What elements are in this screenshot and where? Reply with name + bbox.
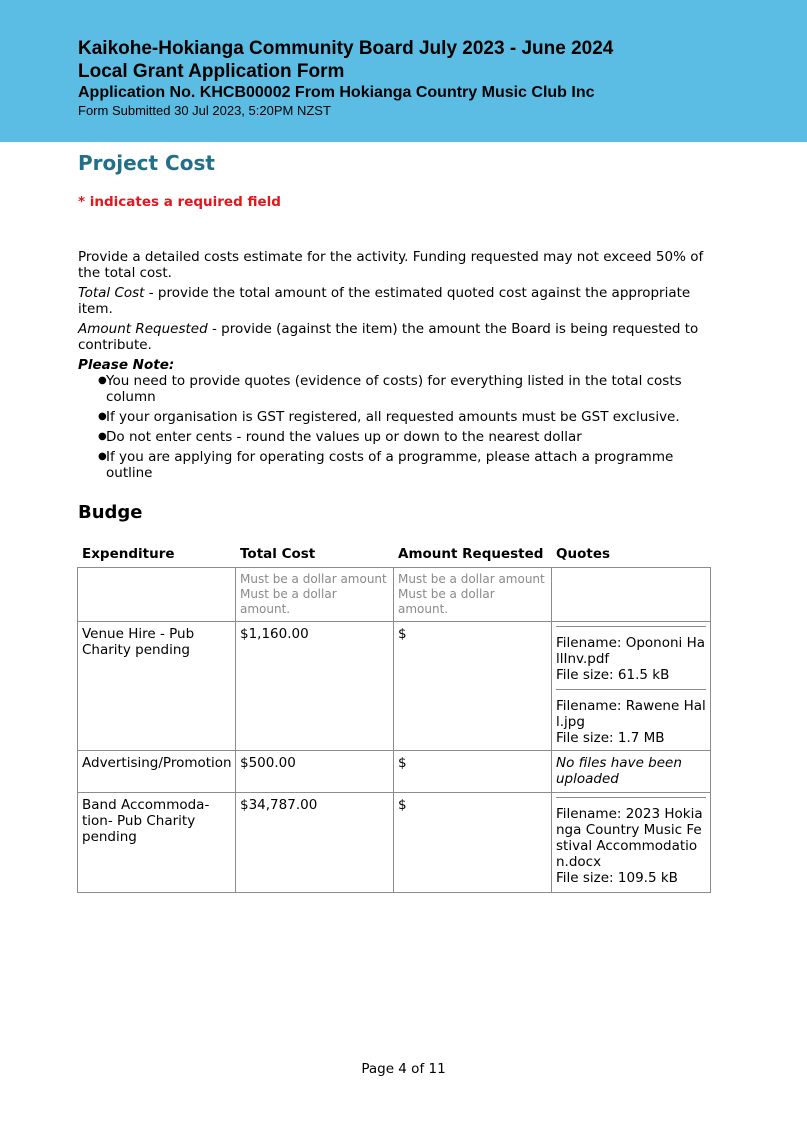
instructions bbox=[78, 249, 718, 485]
file-size: File size: 61.5 kB bbox=[556, 667, 670, 683]
file-size: File size: 1.7 MB bbox=[556, 730, 665, 746]
amount-requested-cell: $ bbox=[394, 622, 552, 751]
total-cost-hint-detail: Must be a dollar amount. bbox=[240, 587, 337, 616]
required-field-note: * indicates a required field bbox=[78, 194, 281, 210]
form-header bbox=[0, 0, 807, 142]
file-attachment[interactable] bbox=[556, 797, 706, 886]
board-title: Kaikohe-Hokianga Community Board July 2023 - June 2024 bbox=[78, 38, 614, 59]
budget-table bbox=[77, 567, 711, 893]
bullet-icon: ● bbox=[98, 431, 107, 442]
expenditure-cell: Band Accommoda- tion- Pub Charity pending bbox=[78, 793, 236, 893]
table-row bbox=[78, 751, 711, 793]
file-name: Filename: 2023 Hokianga Country Music Festival Accommodation.docx bbox=[556, 806, 703, 870]
total-cost-cell: $1,160.00 bbox=[236, 622, 394, 751]
total-cost-label: Total Cost bbox=[78, 285, 145, 301]
note-item: ● You need to provide quotes (evidence of costs) for everything listed in the total costs column bbox=[98, 373, 682, 405]
amount-requested-hint: Must be a dollar amount bbox=[398, 572, 545, 586]
note-list bbox=[100, 373, 718, 481]
table-row bbox=[78, 793, 711, 893]
instruction-total-cost bbox=[78, 285, 718, 317]
quotes-cell bbox=[552, 622, 711, 751]
note-item: ● If you are applying for operating costs of a programme, please attach a programme outline bbox=[98, 449, 674, 481]
column-header-quotes: Quotes bbox=[556, 546, 611, 562]
file-attachment[interactable] bbox=[556, 689, 706, 746]
table-cell bbox=[552, 568, 711, 622]
amount-requested-text: - provide (against the item) the amount the Board is being requested to contribute. bbox=[78, 321, 699, 353]
application-number: Application No. KHCB00002 From Hokianga Country Music Club Inc bbox=[78, 84, 595, 101]
amount-requested-label: Amount Requested bbox=[78, 321, 208, 337]
bullet-icon: ● bbox=[98, 451, 107, 462]
file-name: Filename: Rawene Hall.jpg bbox=[556, 698, 706, 730]
table-cell bbox=[78, 568, 236, 622]
bullet-icon: ● bbox=[98, 411, 107, 422]
file-size: File size: 109.5 kB bbox=[556, 870, 678, 886]
submission-date: Form Submitted 30 Jul 2023, 5:20PM NZST bbox=[78, 103, 331, 118]
note-item: ● Do not enter cents - round the values up or down to the nearest dollar bbox=[98, 429, 582, 445]
form-title: Local Grant Application Form bbox=[78, 61, 345, 82]
hint-row bbox=[78, 568, 711, 622]
column-header-expenditure: Expenditure bbox=[82, 546, 175, 562]
page-number: Page 4 of 11 bbox=[361, 1061, 446, 1077]
quotes-cell: No files have been uploaded bbox=[552, 751, 711, 793]
column-header-total-cost: Total Cost bbox=[240, 546, 316, 562]
budget-title: Budge bbox=[78, 502, 143, 523]
total-cost-cell: $500.00 bbox=[236, 751, 394, 793]
expenditure-cell: Venue Hire - Pub Charity pending bbox=[78, 622, 236, 751]
amount-requested-hint-detail: Must be a dollar amount. bbox=[398, 587, 495, 616]
instruction-paragraph: Provide a detailed costs estimate for the activity. Funding requested may not exceed 50% of the total cost. bbox=[78, 249, 704, 281]
amount-requested-cell: $ bbox=[394, 751, 552, 793]
table-cell bbox=[394, 568, 552, 622]
total-cost-text: - provide the total amount of the estimated quoted cost against the appropriate item. bbox=[78, 285, 691, 317]
section-title: Project Cost bbox=[78, 151, 215, 175]
column-header-amount-requested: Amount Requested bbox=[398, 546, 544, 562]
file-attachment[interactable] bbox=[556, 626, 706, 683]
quotes-cell bbox=[552, 793, 711, 893]
file-name: Filename: Opononi HallInv.pdf bbox=[556, 635, 706, 667]
bullet-icon: ● bbox=[98, 375, 107, 386]
instruction-amount-requested bbox=[78, 321, 718, 353]
amount-requested-cell: $ bbox=[394, 793, 552, 893]
table-row bbox=[78, 622, 711, 751]
total-cost-hint: Must be a dollar amount bbox=[240, 572, 387, 586]
please-note-label: Please Note: bbox=[78, 357, 175, 373]
expenditure-cell: Advertising/Promotion bbox=[78, 751, 236, 793]
total-cost-cell: $34,787.00 bbox=[236, 793, 394, 893]
note-item: ● If your organisation is GST registered, all requested amounts must be GST exclusive. bbox=[98, 409, 680, 425]
table-cell bbox=[236, 568, 394, 622]
